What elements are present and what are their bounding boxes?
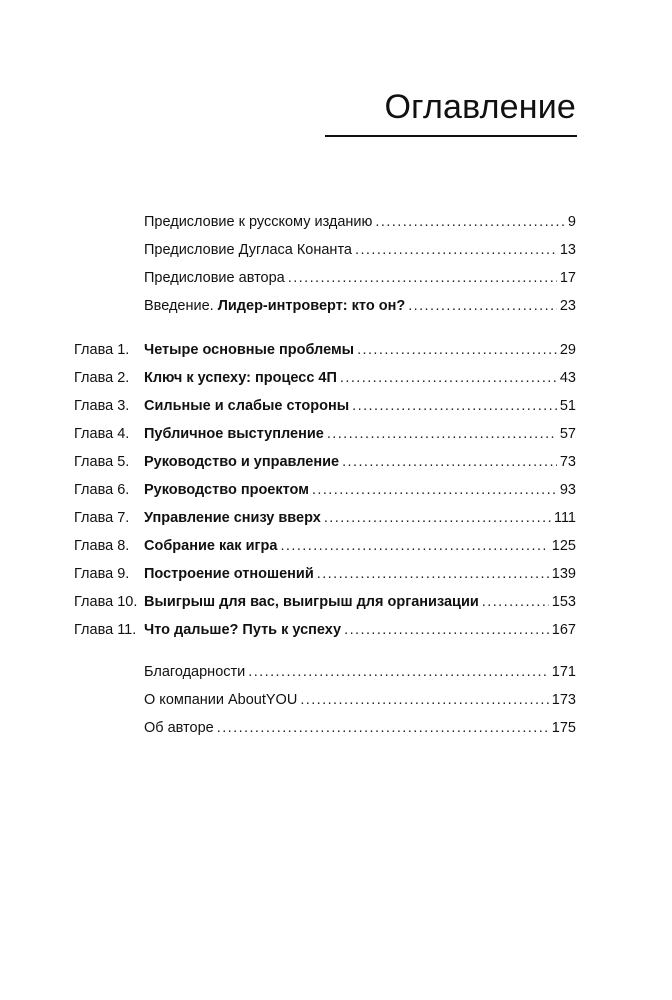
toc-page-number: 43 bbox=[559, 370, 576, 386]
toc-entry-preface-author[interactable] bbox=[74, 268, 576, 288]
chapter-title: Что дальше? Путь к успеху bbox=[144, 622, 342, 638]
toc-page-number: 9 bbox=[567, 214, 576, 230]
chapter-title: Руководство и управление bbox=[144, 454, 340, 470]
toc-entry-title: Благодарности bbox=[144, 664, 246, 680]
chapter-label: Глава 9. bbox=[74, 566, 130, 582]
toc-chapter-10[interactable] bbox=[74, 592, 576, 612]
dot-leader bbox=[482, 592, 549, 612]
toc-page-number: 153 bbox=[551, 594, 576, 610]
chapter-title: Руководство проектом bbox=[144, 482, 309, 498]
chapter-label: Глава 11. bbox=[74, 622, 137, 638]
chapter-label: Глава 2. bbox=[74, 370, 130, 386]
dot-leader bbox=[357, 340, 557, 360]
toc-page-number: 57 bbox=[559, 426, 576, 442]
toc-entry-title: Предисловие Дугласа Конанта bbox=[144, 242, 352, 258]
toc-page-number: 173 bbox=[551, 692, 576, 708]
dot-leader bbox=[344, 620, 549, 640]
toc-entry-title: Предисловие к русскому изданию bbox=[144, 214, 373, 230]
chapter-title: Сильные и слабые стороны bbox=[144, 398, 350, 414]
page-title: Оглавление bbox=[384, 88, 576, 126]
toc-entry-about-author[interactable] bbox=[74, 718, 576, 738]
toc-entry-preface-russian[interactable] bbox=[74, 212, 576, 232]
toc-chapter-3[interactable] bbox=[74, 396, 576, 416]
toc-entry-title: О компании AboutYOU bbox=[144, 692, 298, 708]
toc-page-number: 23 bbox=[559, 298, 576, 314]
toc-chapter-8[interactable] bbox=[74, 536, 576, 556]
toc-entry-introduction[interactable] bbox=[74, 296, 576, 316]
toc-page-number: 171 bbox=[551, 664, 576, 680]
chapter-label: Глава 1. bbox=[74, 342, 130, 358]
toc-page-number: 167 bbox=[551, 622, 576, 638]
title-underline bbox=[325, 135, 577, 137]
toc-chapter-11[interactable] bbox=[74, 620, 576, 640]
chapter-title: Построение отношений bbox=[144, 566, 314, 582]
toc-page-number: 139 bbox=[551, 566, 576, 582]
dot-leader bbox=[342, 452, 557, 472]
dot-leader bbox=[355, 240, 557, 260]
toc-chapter-9[interactable] bbox=[74, 564, 576, 584]
toc-entry-title bbox=[144, 296, 405, 316]
toc-entry-about-company[interactable] bbox=[74, 690, 576, 710]
toc-chapter-4[interactable] bbox=[74, 424, 576, 444]
dot-leader bbox=[217, 718, 549, 738]
dot-leader bbox=[352, 396, 557, 416]
dot-leader bbox=[248, 662, 549, 682]
dot-leader bbox=[317, 564, 549, 584]
dot-leader bbox=[288, 268, 557, 288]
toc-entry-acknowledgements[interactable] bbox=[74, 662, 576, 682]
toc-page-number: 175 bbox=[551, 720, 576, 736]
toc-chapter-6[interactable] bbox=[74, 480, 576, 500]
dot-leader bbox=[312, 480, 557, 500]
toc-chapter-7[interactable] bbox=[74, 508, 576, 528]
chapter-label: Глава 8. bbox=[74, 538, 130, 554]
toc-chapter-1[interactable] bbox=[74, 340, 576, 360]
intro-prefix: Введение. bbox=[144, 298, 218, 314]
chapter-title: Управление снизу вверх bbox=[144, 510, 321, 526]
dot-leader bbox=[327, 424, 557, 444]
toc-page-number: 111 bbox=[553, 510, 576, 526]
toc-chapter-5[interactable] bbox=[74, 452, 576, 472]
dot-leader bbox=[280, 536, 548, 556]
chapter-title: Ключ к успеху: процесс 4П bbox=[144, 370, 337, 386]
toc-entry-title: Предисловие автора bbox=[144, 270, 285, 286]
dot-leader bbox=[375, 212, 565, 232]
toc-page-number: 29 bbox=[559, 342, 576, 358]
chapter-label: Глава 10. bbox=[74, 594, 138, 610]
chapter-label: Глава 4. bbox=[74, 426, 130, 442]
toc-page-number: 125 bbox=[551, 538, 576, 554]
chapter-label: Глава 5. bbox=[74, 454, 130, 470]
toc-entry-preface-conant[interactable] bbox=[74, 240, 576, 260]
toc-page-number: 51 bbox=[559, 398, 576, 414]
toc-page-number: 73 bbox=[559, 454, 576, 470]
intro-bold-title: Лидер-интроверт: кто он? bbox=[217, 298, 406, 314]
chapter-title: Четыре основные проблемы bbox=[144, 342, 355, 358]
dot-leader bbox=[408, 296, 557, 316]
chapter-label: Глава 3. bbox=[74, 398, 130, 414]
toc-page-number: 13 bbox=[559, 242, 576, 258]
chapter-title: Выигрыш для вас, выигрыш для организации bbox=[144, 594, 479, 610]
chapter-label: Глава 7. bbox=[74, 510, 130, 526]
toc-chapter-2[interactable] bbox=[74, 368, 576, 388]
toc-page-number: 17 bbox=[559, 270, 576, 286]
dot-leader bbox=[340, 368, 557, 388]
chapter-title: Публичное выступление bbox=[144, 426, 324, 442]
chapter-title: Собрание как игра bbox=[144, 538, 278, 554]
dot-leader bbox=[300, 690, 548, 710]
dot-leader bbox=[324, 508, 551, 528]
chapter-label: Глава 6. bbox=[74, 482, 130, 498]
toc-page-number: 93 bbox=[559, 482, 576, 498]
toc-entry-title: Об авторе bbox=[144, 720, 214, 736]
